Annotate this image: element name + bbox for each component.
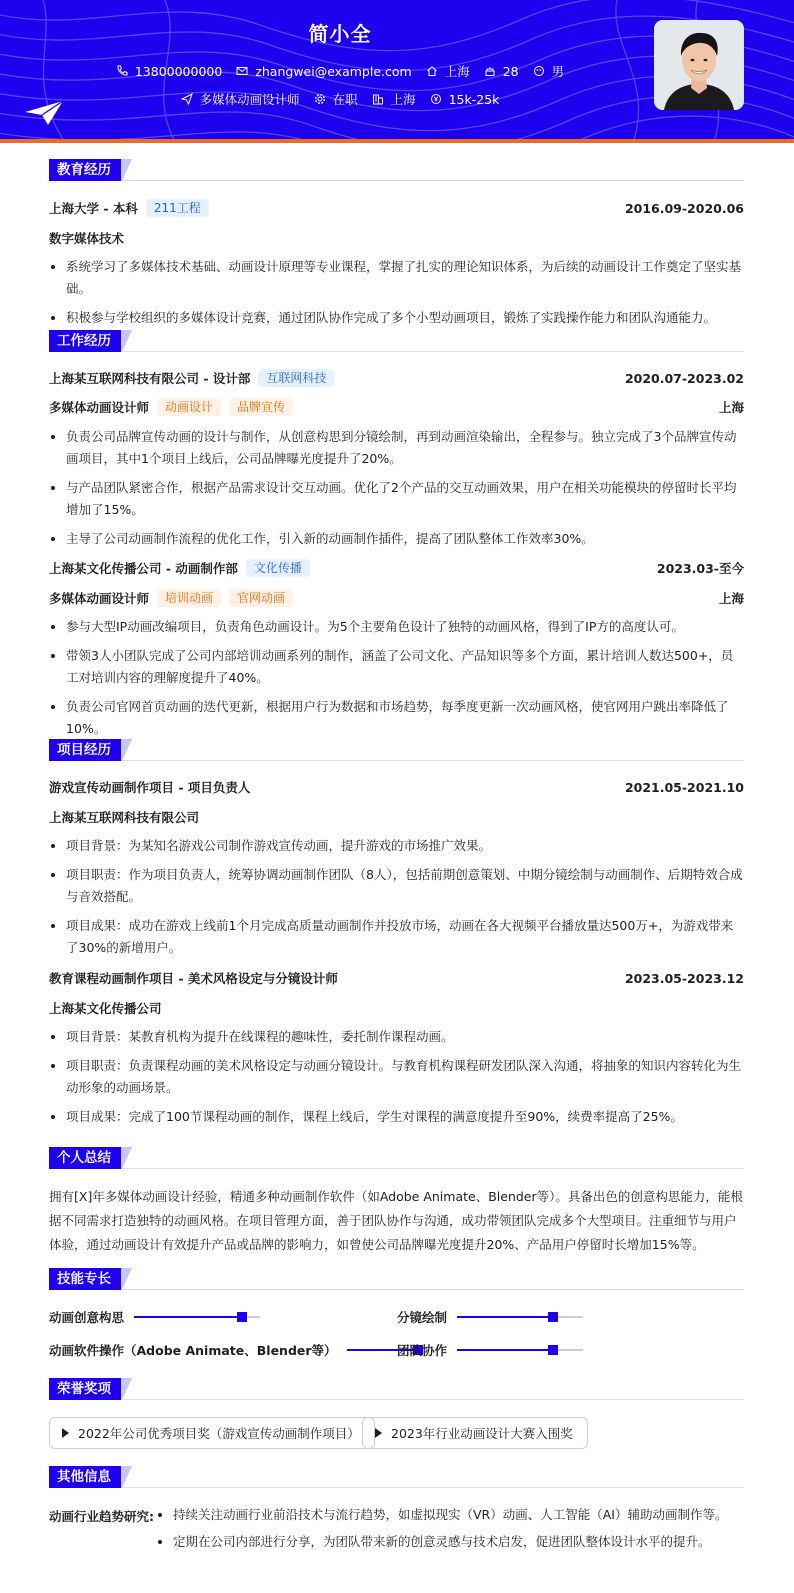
summary-section [49, 1147, 744, 1252]
project-org: 上海某互联网科技有限公司 [49, 810, 200, 825]
project-date: 2023.05-2023.12 [624, 970, 744, 986]
section-header [49, 330, 744, 352]
age-text: 28 [502, 63, 519, 79]
skills-section [49, 1268, 744, 1358]
list-item: 项目成果：成功在游戏上线前1个月完成高质量动画制作并投放市场，动画在各大视频平台播放量达500万+，为游戏带来了30%的新增用户。 [49, 915, 744, 959]
age-item [484, 62, 519, 80]
mail-icon [236, 65, 248, 77]
status-text: 在职 [332, 92, 358, 107]
skill-name: 分镜绘制 [397, 1310, 448, 1325]
job-bullets [49, 616, 744, 747]
city-item [426, 62, 470, 80]
section-header [49, 739, 744, 761]
section-header [49, 1268, 744, 1290]
skill-tag: 动画设计 [157, 398, 221, 416]
industry-tag: 互联网科技 [258, 369, 334, 387]
job-date: 2020.07-2023.02 [624, 370, 744, 386]
job-header-row [49, 559, 744, 577]
position-name: 多媒体动画设计师 [49, 591, 150, 606]
list-item: 持续关注动画行业前沿技术与流行趋势，如虚拟现实（VR）动画、人工智能（AI）辅助动画制作等。 [156, 1504, 744, 1526]
job-position-row [49, 589, 744, 607]
education-row [49, 199, 744, 217]
skill-bar-fill [134, 1316, 247, 1318]
skill-bar [457, 1349, 583, 1351]
project-name: 游戏宣传动画制作项目 - 项目负责人 [49, 780, 251, 795]
summary-text: 拥有[X]年多媒体动画设计经验，精通多种动画制作软件（如Adobe Animate、Blender等）。具备出色的创意构思能力，能根据不同需求打造独特的动画风格。在项目管理方面，善于团队协作与沟通，成功带领团队完成多个大型项目。注重细节与用户体验，通过动画设计有效提升产品或品牌的影响力，如曾使公司品牌曝光度提升20%、产品用户停留时长增加15%等。 [49, 1189, 743, 1252]
project-org-row [49, 808, 744, 826]
phone-icon [116, 65, 128, 77]
job-location: 上海 [718, 400, 744, 415]
list-item: 带领3人小团队完成了公司内部培训动画系列的制作，涵盖了公司文化、产品知识等多个方面，累计培训人数达500+，员工对培训内容的理解度提升了40%。 [49, 645, 744, 689]
home-icon [426, 65, 438, 77]
section-title: 教育经历 [49, 159, 121, 181]
school-name: 上海大学 - 本科 [49, 201, 138, 216]
skill-name: 动画软件操作（Adobe Animate、Blender等） [49, 1343, 337, 1358]
education-date: 2016.09-2020.06 [624, 200, 744, 216]
email-item [236, 62, 411, 80]
company-name: 上海某文化传播公司 - 动画制作部 [49, 561, 238, 576]
job-intent-row [0, 90, 680, 108]
job-position-row [49, 398, 744, 416]
award-text: 2023年行业动画设计大赛入围奖 [391, 1426, 573, 1441]
status-item [314, 90, 358, 108]
play-icon [375, 1428, 382, 1438]
section-title: 工作经历 [49, 330, 121, 352]
skill-tag: 品牌宣传 [229, 398, 293, 416]
play-icon [62, 1428, 69, 1438]
portrait-photo [654, 20, 744, 110]
skill-item [49, 1308, 260, 1326]
send-icon [181, 93, 193, 105]
project-bullets [49, 835, 744, 966]
project-header-row [49, 969, 744, 987]
list-item: 定期在公司内部进行分享，为团队带来新的创意灵感与技术启发，促进团队整体设计水平的提升。 [156, 1531, 744, 1553]
list-item: 负责公司官网首页动画的迭代更新，根据用户行为数据和市场趋势，每季度更新一次动画风格，使官网用户跳出率降低了10%。 [49, 696, 744, 740]
company-name: 上海某互联网科技有限公司 - 设计部 [49, 371, 251, 386]
section-header [49, 1147, 744, 1169]
building-icon [372, 93, 384, 105]
skill-bar-knob [548, 1312, 558, 1322]
project-org: 上海某文化传播公司 [49, 1001, 162, 1016]
project-date: 2021.05-2021.10 [624, 779, 744, 795]
salary-item [430, 90, 500, 108]
award-item [362, 1417, 588, 1449]
skill-bar-fill [457, 1349, 558, 1351]
skill-bar [134, 1316, 260, 1318]
list-item: 积极参与学校组织的多媒体设计竞赛，通过团队协作完成了多个小型动画项目，锻炼了实践操作能力和团队沟通能力。 [49, 307, 744, 329]
section-title: 技能专长 [49, 1268, 121, 1290]
candidate-name: 简小全 [308, 22, 372, 46]
list-item: 项目背景：某教育机构为提升在线课程的趣味性，委托制作课程动画。 [49, 1026, 744, 1048]
avatar [654, 20, 744, 110]
skill-bar [457, 1316, 583, 1318]
skill-item [397, 1341, 583, 1359]
phone-text[interactable]: 13800000000 [134, 63, 223, 79]
list-item: 负责公司品牌宣传动画的设计与制作，从创意构思到分镜绘制，再到动画渲染输出，全程参与。独立完成了3个品牌宣传动画项目，其中1个项目上线后，公司品牌曝光度提升了20%。 [49, 426, 744, 470]
section-title: 其他信息 [49, 1466, 121, 1488]
skill-bar-knob [237, 1312, 247, 1322]
award-item [49, 1417, 375, 1449]
major-row [49, 229, 744, 247]
list-item: 系统学习了多媒体技术基础、动画设计原理等专业课程，掌握了扎实的理论知识体系，为后续的动画设计工作奠定了坚实基础。 [49, 256, 744, 300]
list-item: 项目成果：完成了100节课程动画的制作，课程上线后，学生对课程的满意度提升至90%，续费率提高了25%。 [49, 1106, 744, 1128]
project-org-row [49, 999, 744, 1017]
money-icon [430, 93, 442, 105]
skill-tag: 官网动画 [229, 589, 293, 607]
section-header [49, 1466, 744, 1488]
contact-row [0, 62, 680, 80]
phone-item [116, 62, 222, 80]
projects-section [49, 739, 744, 1124]
list-item: 项目职责：作为项目负责人，统筹协调动画制作团队（8人），包括前期创意策划、中期分镜绘制与动画制作、后期特效合成与音效搭配。 [49, 864, 744, 908]
skill-item [397, 1308, 583, 1326]
skill-bar-knob [548, 1345, 558, 1355]
section-title: 荣誉奖项 [49, 1378, 121, 1400]
gear-icon [314, 93, 326, 105]
list-item: 参与大型IP动画改编项目，负责角色动画设计。为5个主要角色设计了独特的动画风格，得到了IP方的高度认可。 [49, 616, 744, 638]
skill-name: 动画创意构思 [49, 1310, 125, 1325]
list-item: 项目职责：负责课程动画的美术风格设定与动画分镜设计。与教育机构课程研发团队深入沟通，将抽象的知识内容转化为生动形象的动画场景。 [49, 1055, 744, 1099]
skill-bar-fill [457, 1316, 558, 1318]
job-target-item [181, 90, 300, 108]
cake-icon [484, 65, 496, 77]
target-city-text: 上海 [390, 92, 416, 107]
other-label: 动画行业趋势研究: [49, 1509, 154, 1524]
job-date: 2023.03-至今 [656, 561, 744, 576]
job-header-row [49, 369, 744, 387]
section-title: 项目经历 [49, 739, 121, 761]
awards-list [49, 1417, 744, 1449]
project-name: 教育课程动画制作项目 - 美术风格设定与分镜设计师 [49, 971, 338, 986]
gender-icon [533, 65, 545, 77]
list-item: 与产品团队紧密合作，根据产品需求设计交互动画。优化了2个产品的交互动画效果，用户在相关功能模块的停留时长平均增加了15%。 [49, 477, 744, 521]
email-text[interactable]: zhangwei@example.com [255, 63, 412, 79]
gender-item [533, 62, 565, 80]
project-header-row [49, 778, 744, 796]
section-header [49, 159, 744, 181]
school-tag: 211工程 [146, 199, 209, 217]
gender-text: 男 [551, 64, 565, 79]
awards-section [49, 1378, 744, 1441]
project-bullets [49, 1026, 744, 1135]
section-header [49, 1378, 744, 1400]
work-section [49, 330, 744, 736]
job-location: 上海 [718, 591, 744, 606]
skill-tag: 培训动画 [157, 589, 221, 607]
award-text: 2022年公司优秀项目奖（游戏宣传动画制作项目） [78, 1426, 360, 1441]
salary-text: 15k-25k [448, 91, 500, 107]
job-target-text: 多媒体动画设计师 [199, 92, 300, 107]
skill-name: 团队协作 [397, 1343, 448, 1358]
major-name: 数字媒体技术 [49, 231, 125, 246]
education-section [49, 159, 744, 325]
skill-item [49, 1341, 423, 1359]
position-name: 多媒体动画设计师 [49, 400, 150, 415]
section-title: 个人总结 [49, 1147, 121, 1169]
industry-tag: 文化传播 [246, 559, 310, 577]
target-city-item [372, 90, 416, 108]
list-item: 主导了公司动画制作流程的优化工作，引入新的动画制作插件，提高了团队整体工作效率30%。 [49, 528, 744, 550]
other-bullets [156, 1504, 744, 1560]
other-section [49, 1466, 744, 1549]
resume-header [0, 0, 794, 143]
education-bullets [49, 256, 744, 336]
list-item: 项目背景：为某知名游戏公司制作游戏宣传动画，提升游戏的市场推广效果。 [49, 835, 744, 857]
city-text: 上海 [444, 64, 470, 79]
job-bullets [49, 426, 744, 557]
